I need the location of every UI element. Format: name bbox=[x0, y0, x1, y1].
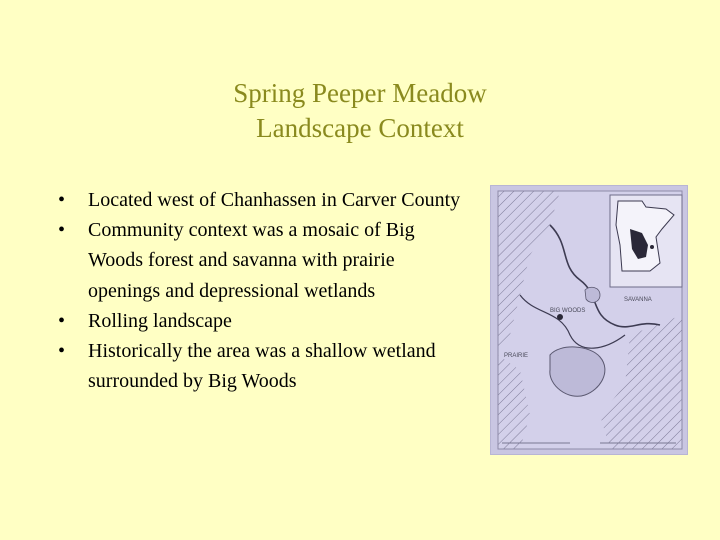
bullet-item bbox=[58, 215, 468, 306]
bullet-item bbox=[58, 306, 468, 336]
bullet-text: Historically the area was a shallow wetland surrounded by Big Woods bbox=[88, 340, 436, 393]
map-label-savanna: SAVANNA bbox=[624, 297, 652, 303]
bullet-marker: • bbox=[58, 189, 66, 211]
map-label-big-woods: BIG WOODS bbox=[550, 308, 586, 314]
slide-title bbox=[0, 76, 720, 146]
bullet-item bbox=[58, 336, 468, 396]
bullet-marker: • bbox=[58, 340, 66, 363]
landscape-map-image bbox=[490, 185, 688, 455]
map-drawing bbox=[490, 185, 688, 455]
bullet-text: Rolling landscape bbox=[88, 309, 232, 332]
inset-marker bbox=[639, 252, 642, 255]
bullet-text: Community context was a mosaic of Big Woods forest and savanna with prairie openings and depressional wetlands bbox=[88, 219, 415, 302]
title-line-2: Landscape Context bbox=[256, 113, 464, 143]
bullet-marker: • bbox=[58, 219, 66, 242]
title-line-1: Spring Peeper Meadow bbox=[233, 78, 487, 108]
map-label-prairie: PRAIRIE bbox=[504, 353, 529, 359]
site-marker bbox=[557, 314, 563, 320]
wetland-shape bbox=[585, 287, 600, 302]
bullet-item bbox=[58, 185, 468, 215]
inset-marker bbox=[650, 245, 654, 249]
bullet-text: Located west of Chanhassen in Carver County bbox=[88, 189, 461, 211]
bullet-list bbox=[58, 185, 468, 396]
bullet-marker: • bbox=[58, 309, 66, 332]
